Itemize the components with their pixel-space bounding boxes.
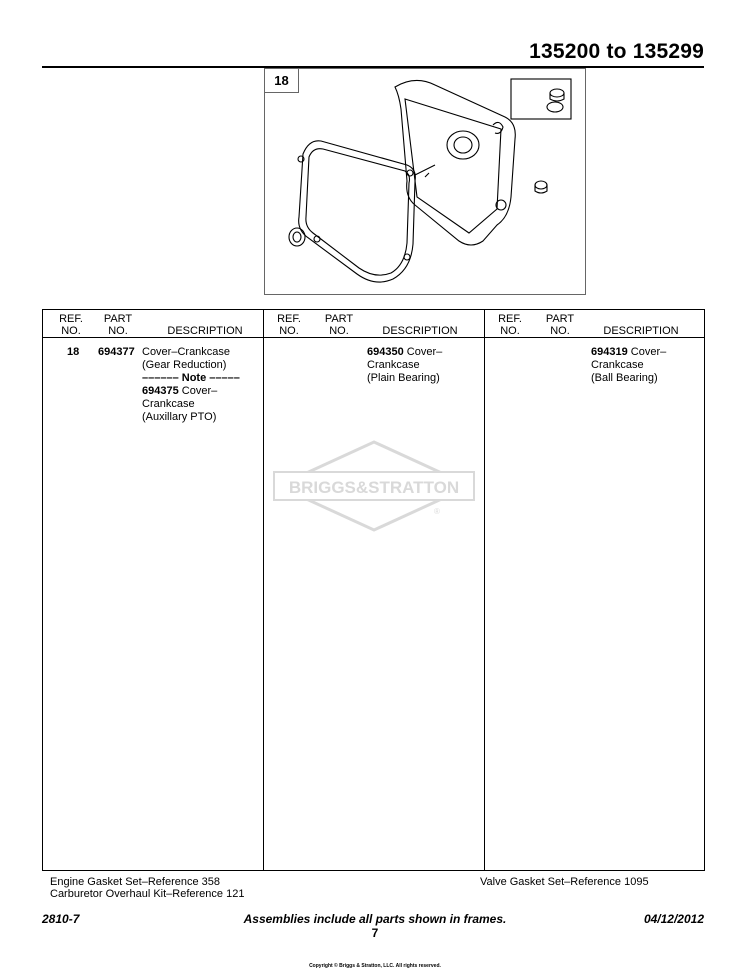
description-header: DESCRIPTION [382,325,458,337]
watermark-logo [270,438,478,534]
seal [289,228,305,246]
fitting [535,181,547,189]
part-no: 694350 [367,346,404,358]
page-title: 135200 to 135299 [529,40,704,63]
ref-header: REF. NO. [59,313,83,337]
copyright: Copyright © Briggs & Stratton, LLC. All rights reserved. [309,963,441,969]
footnote-right: Valve Gasket Set–Reference 1095 [480,876,649,888]
watermark-text: BRIGGS&STRATTON [288,478,460,497]
footer-code: 2810-7 [42,912,80,926]
watermark-registered: ® [434,507,440,516]
parts-table [42,309,705,871]
footer-date: 04/12/2012 [643,912,704,926]
part-description: 694350 Cover– Crankcase (Plain Bearing) [367,346,443,384]
alt-part-no: 694375 [142,385,179,397]
diagram-ref-label: 18 [265,69,299,93]
description-header: DESCRIPTION [167,325,243,337]
parts-diagram [264,68,586,295]
footnote-left: Engine Gasket Set–Reference 358 Carburetor Overhaul Kit–Reference 121 [50,876,245,900]
gasket-outline [299,141,416,282]
note-label: –––––– Note ––––– [142,372,240,384]
table-column-3 [485,310,705,870]
footer-note: Assemblies include all parts shown in frames. [243,912,507,926]
page-number: 7 [371,926,379,940]
part-description: Cover–Crankcase (Gear Reduction) –––––– Note ––––– 694375 Cover– Crankcase (Auxillary PTO) [142,346,260,424]
ref-no: 18 [67,346,80,358]
ref-header: REF. NO. [498,313,522,337]
part-no: 694319 [591,346,628,358]
table-column-2 [264,310,484,870]
part-header: PART NO. [324,313,354,337]
part-description: 694319 Cover– Crankcase (Ball Bearing) [591,346,667,384]
part-header: PART NO. [545,313,575,337]
crankcase-cover-illustration [265,69,585,294]
table-column-1 [43,310,263,870]
description-header: DESCRIPTION [603,325,679,337]
ref-header: REF. NO. [277,313,301,337]
part-no: 694377 [98,346,135,358]
gasket-inner [306,149,410,275]
plug [550,89,564,97]
part-header: PART NO. [103,313,133,337]
